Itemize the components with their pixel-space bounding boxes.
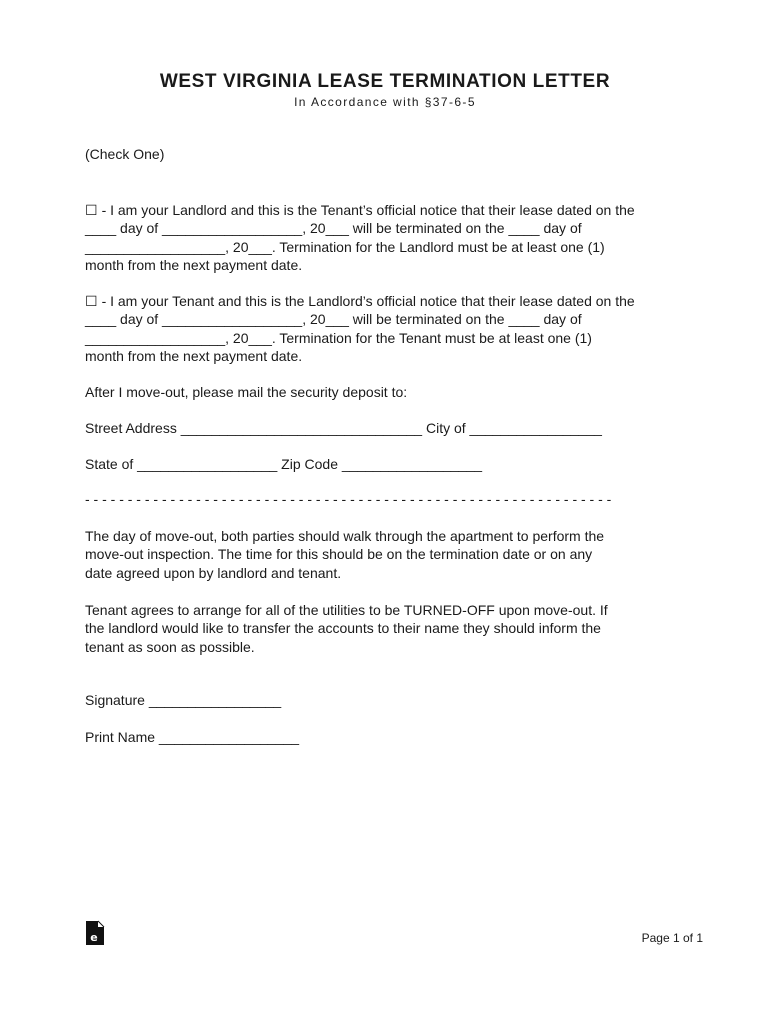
page-number: Page 1 of 1: [641, 931, 703, 945]
utilities-line: the landlord would like to transfer the accounts to their name they should inform the: [85, 620, 601, 637]
utilities-line: Tenant agrees to arrange for all of the utilities to be TURNED-OFF upon move-out. If: [85, 602, 608, 618]
tenant-option-line: month from the next payment date.: [85, 347, 303, 364]
tenant-checkbox[interactable]: ☐: [85, 293, 98, 309]
landlord-option-line: month from the next payment date.: [85, 256, 303, 273]
landlord-option: [85, 201, 705, 274]
document-subtitle: In Accordance with §37-6-5: [294, 95, 476, 109]
landlord-option-line: ____ day of __________________, 20___ will be terminated on the ____ day of: [85, 220, 582, 237]
signature-line: Signature _________________: [85, 692, 282, 708]
tenant-option-line: - I am your Tenant and this is the Landlord’s official notice that their lease dated on the: [101, 293, 635, 309]
tenant-option-line: ____ day of __________________, 20___ will be terminated on the ____ day of: [85, 311, 582, 328]
inspection-line: move-out inspection. The time for this should be on the termination date or on any: [85, 546, 593, 563]
landlord-option-line: __________________, 20___. Termination for the Landlord must be at least one (1): [85, 238, 605, 255]
utilities-line: tenant as soon as possible.: [85, 638, 255, 655]
print-name-line: Print Name __________________: [85, 729, 300, 745]
deposit-intro: After I move-out, please mail the security deposit to:: [85, 384, 408, 400]
separator-line: - - - - - - - - - - - - - - - - - - - - - - - - - - - - - - - - - - - - - - - - - - - - - - - - - - - - - - - - - - - - - -: [85, 491, 612, 507]
inspection-paragraph: [85, 527, 705, 582]
check-one-label: (Check One): [85, 146, 165, 162]
inspection-line: The day of move-out, both parties should walk through the apartment to perform the: [85, 528, 605, 544]
document-title: WEST VIRGINIA LEASE TERMINATION LETTER: [159, 71, 611, 92]
utilities-paragraph: [85, 601, 705, 656]
landlord-checkbox[interactable]: ☐: [85, 202, 98, 218]
landlord-option-line: - I am your Landlord and this is the Tenant’s official notice that their lease dated on the: [101, 202, 635, 218]
inspection-line: date agreed upon by landlord and tenant.: [85, 564, 342, 581]
address-line: Street Address _______________________________ City of _________________: [85, 420, 602, 436]
tenant-option-line: __________________, 20___. Termination for the Tenant must be at least one (1): [85, 329, 592, 346]
state-zip-line: State of __________________ Zip Code __________________: [85, 456, 483, 472]
svg-text:e: e: [90, 931, 98, 944]
tenant-option: [85, 292, 705, 365]
